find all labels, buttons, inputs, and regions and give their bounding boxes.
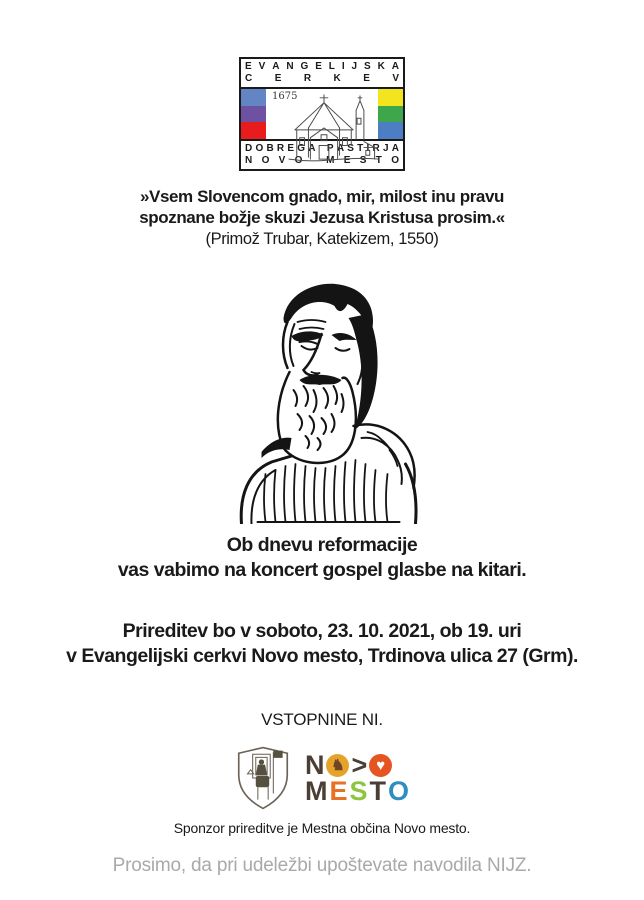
color-swatch [378,106,403,123]
city-logo-letter: M [304,776,328,806]
color-swatch [378,89,403,106]
church-logo-right-color-bar [378,89,403,139]
primoz-trubar-woodcut-portrait-icon [215,274,430,524]
event-details-line2: v Evangelijski cerkvi Novo mesto, Trdinova ulica 27 (Grm). [66,645,578,667]
city-logo-row1 [305,752,409,778]
city-logo-row2 [305,778,409,804]
church-line-drawing-icon [268,91,380,163]
church-logo-title-line2: C E R K E V [245,73,399,84]
church-logo-subtitle-line2: N O V O M E S T O [245,155,399,166]
color-swatch [241,106,266,123]
city-logo-o-disc [369,754,392,777]
event-details-line1: Prireditev bo v soboto, 23. 10. 2021, ob 19. uri [122,620,522,642]
color-swatch [241,122,266,139]
city-logo-letter: O [388,776,410,806]
church-logo-subtitle-line1: D O B R E G A P A S T I R J A [245,143,399,154]
novo-mesto-coat-of-arms-icon [235,746,291,810]
event-details-text [66,619,578,669]
church-logo-illustration-area [266,89,378,139]
city-logo-disc-glyph: ♞ [331,756,345,774]
church-logo-middle [241,89,403,139]
trubar-quote [139,186,505,250]
color-swatch [378,122,403,139]
city-logo-disc-glyph: ♥ [376,756,386,774]
city-logo-letter: T [369,776,386,806]
city-logo-letter: > [351,750,368,780]
church-founding-year: 1675 [272,91,298,102]
novo-mesto-city-logo [305,752,409,804]
city-logo-letter: E [329,776,348,806]
sponsor-logos-row [235,745,409,811]
invitation-line2: vas vabimo na koncert gospel glasbe na kitari. [117,559,527,581]
city-logo-letter: N [304,750,325,780]
quote-line1: »Vsem Slovencom gnado, mir, milost inu pravu [139,187,505,206]
covid-guidelines-note: Prosimo, da pri udeležbi upoštevate navodila NIJZ. [112,855,532,876]
invitation-text [118,533,526,583]
quote-attribution: (Primož Trubar, Katekizem, 1550) [205,230,439,248]
quote-line2: spoznane božje skuzi Jezusa Kristusa prosim.« [139,208,505,227]
church-logo-left-color-bar [241,89,266,139]
city-logo-o-disc [326,754,349,777]
admission-notice: VSTOPNINE NI. [261,710,383,729]
evangelical-church-logo [239,57,405,171]
color-swatch [241,89,266,106]
church-logo-title-line1: E V A N G E L I J S K A [245,61,399,72]
invitation-line1: Ob dnevu reformacije [226,534,418,556]
church-logo-top-band [241,59,403,89]
city-logo-letter: S [349,776,368,806]
sponsor-credit-text: Sponzor prireditve je Mestna občina Novo mesto. [173,820,471,836]
